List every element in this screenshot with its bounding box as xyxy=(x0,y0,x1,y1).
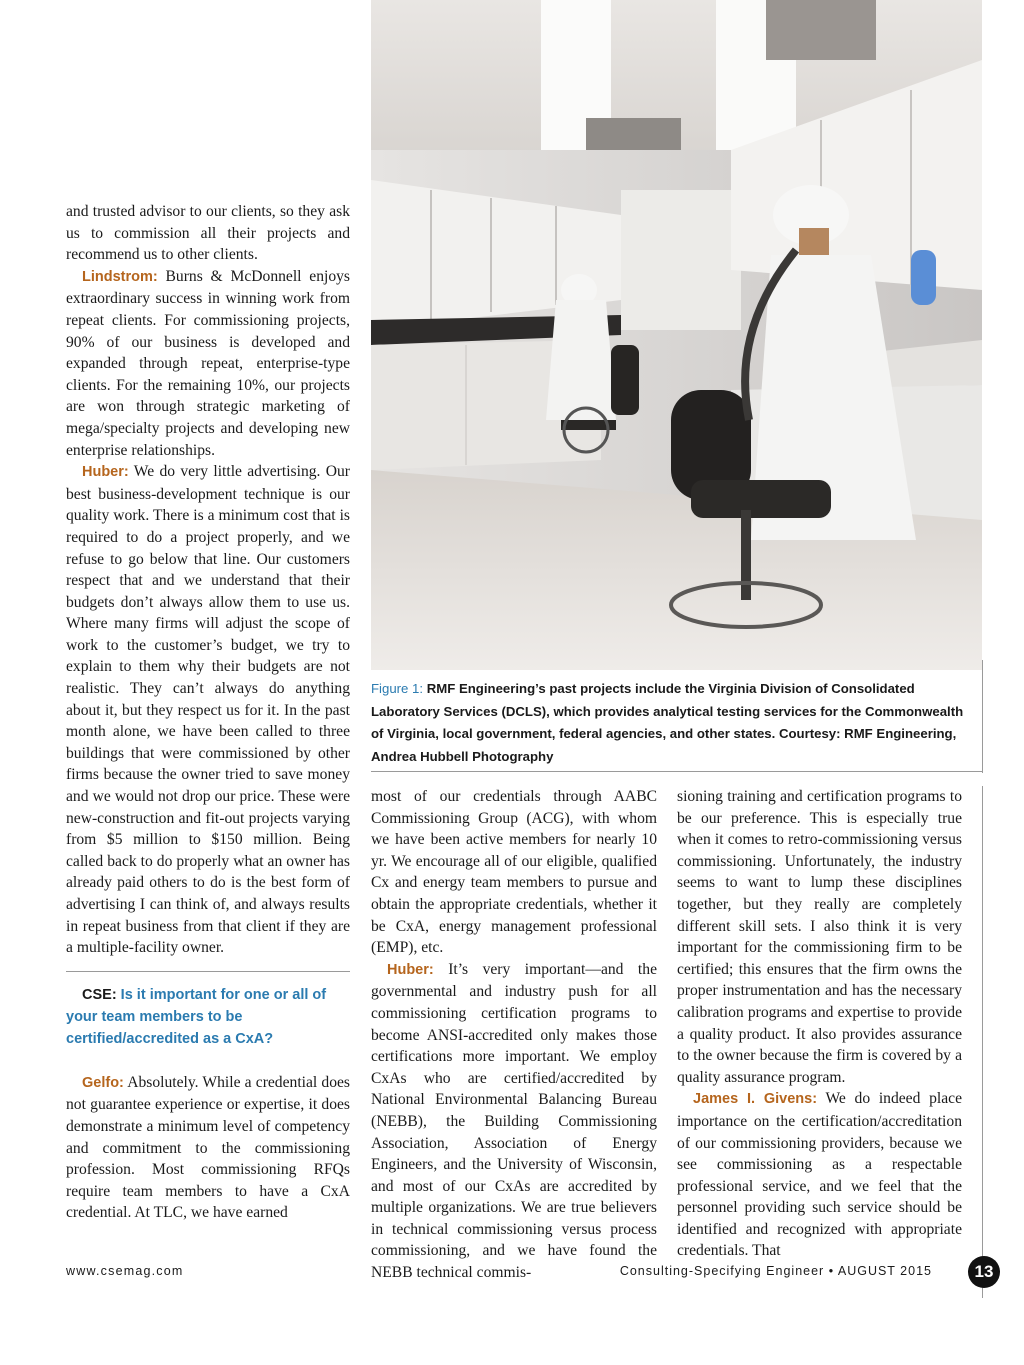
lab-photo xyxy=(371,0,982,670)
caption-divider xyxy=(371,771,982,772)
speaker-name: Gelfo: xyxy=(82,1074,124,1091)
paragraph xyxy=(66,461,350,959)
paragraph-text: We do very little advertising. Our best business-development technique is our quality work. There is a minimum cost that is required to do a project properly, and we refuse to go below that line. Our customers respect that and we understand that their budgets don’t always allow them to use us. Where many firms will adjust the scope of work to the customer’s budget, we try to explain to them why their budgets are not realistic. They can’t always do anything about it, but they respect us for it. In the past month alone, we have been called to three buildings that were commissioned by other firms because the owner tried to save money and we would not drop our price. These were new-construction and fit-out projects varying from $5 million to $150 million. Being called back to do properly what an owner has already paid others to do is the best form of advertising I can think of, and always results in repeat business from that client if they are a multiple-facility owner. xyxy=(66,463,350,957)
figure-caption xyxy=(371,678,971,768)
footer-website: www.csemag.com xyxy=(66,1264,184,1278)
paragraph xyxy=(677,1088,962,1262)
caption-text: RMF Engineering’s past projects include the Virginia Division of Consolidated Laboratory Services (DCLS), which provides analytical testing services for the Commonwealth of Virginia, local government, federal agencies, and other states. Courtesy: RMF Engineering, Andrea Hubbell Photography xyxy=(371,681,964,764)
section-divider xyxy=(66,971,350,972)
speaker-name: Lindstrom: xyxy=(82,268,158,285)
page-number: 13 xyxy=(968,1256,1000,1288)
interview-question xyxy=(66,984,350,1050)
article-column-2 xyxy=(371,786,657,1284)
footer-publication: Consulting-Specifying Engineer • AUGUST 2015 xyxy=(619,1264,932,1278)
figure-label: Figure 1: xyxy=(371,681,424,696)
caption-side-rule xyxy=(982,660,983,773)
speaker-name: James I. Givens: xyxy=(693,1091,818,1108)
paragraph-text: We do indeed place importance on the certification/accreditation of our commissioning providers, because we see commissioning as a respectable professional service, and we feel that the personnel providing such service should be identified and recognized with appropriate credentials. That xyxy=(677,1090,962,1260)
paragraph: most of our credentials through AABC Commissioning Group (ACG), with whom we have been active members for nearly 10 yr. We encourage all of our eligible, qualified Cx and energy team members to pursue and obtain the appropriate credentials, whether it be CxA, energy management professional (EMP), etc. xyxy=(371,788,657,957)
paragraph-text: It’s very important—and the governmental and industry push for all commissioning certification programs to become ANSI-accredited only makes those certifications more important. We employ CxAs who are certified/accredited by National Environmental Balancing Bureau (NEBB), the Building Commissioning Association, Association of Energy Engineers, and the University of Wisconsin, and most of our CxAs are accredited by multiple organizations. We are true believers in technical commissioning versus process commissioning, and we have found the NEBB technical commis- xyxy=(371,960,657,1282)
speaker-name: Huber: xyxy=(387,961,434,978)
column-side-rule xyxy=(982,786,983,1298)
paragraph: and trusted advisor to our clients, so they ask us to commission all their projects and recommend us to other clients. xyxy=(66,203,350,264)
question-label: CSE: xyxy=(82,986,117,1003)
paragraph xyxy=(66,1072,350,1224)
lab-photo-illustration xyxy=(371,0,982,670)
paragraph-text: Burns & McDonnell enjoys extraordinary success in winning work from repeat clients. For commissioning projects, 90% of our business is developed and expanded through repeat, enterprise-type clients. For the remaining 10%, our projects are won through strategic marketing of mega/specialty projects and developing new enterprise relationships. xyxy=(66,267,350,459)
article-column-1 xyxy=(66,201,350,1224)
paragraph-text: Absolutely. While a credential does not guarantee experience or expertise, it does demonstrate a minimum level of competency and commitment to the commissioning profession. Most commissioning RFQs require team members to have a CxA credential. At TLC, we have earned xyxy=(66,1073,350,1222)
paragraph xyxy=(371,959,657,1284)
paragraph: sioning training and certification programs to be our preference. This is especially true when it comes to retro-commissioning versus commissioning. Unfortunately, the industry seems to want to lump these disciplines together, but they really are completely different skill sets. I also think it is very important for the commissioning firm to be certified; this ensures that the firm owns the proper instrumentation and has the necessary calibration programs and expertise to provide a quality product. It also provides assurance to the owner because the firm is covered by a quality assurance program. xyxy=(677,788,962,1086)
speaker-name: Huber: xyxy=(82,464,129,481)
paragraph xyxy=(66,266,350,461)
question-text: Is it important for one or all of your team members to be certified/accredited as a CxA? xyxy=(66,986,327,1047)
article-column-3 xyxy=(677,786,962,1262)
